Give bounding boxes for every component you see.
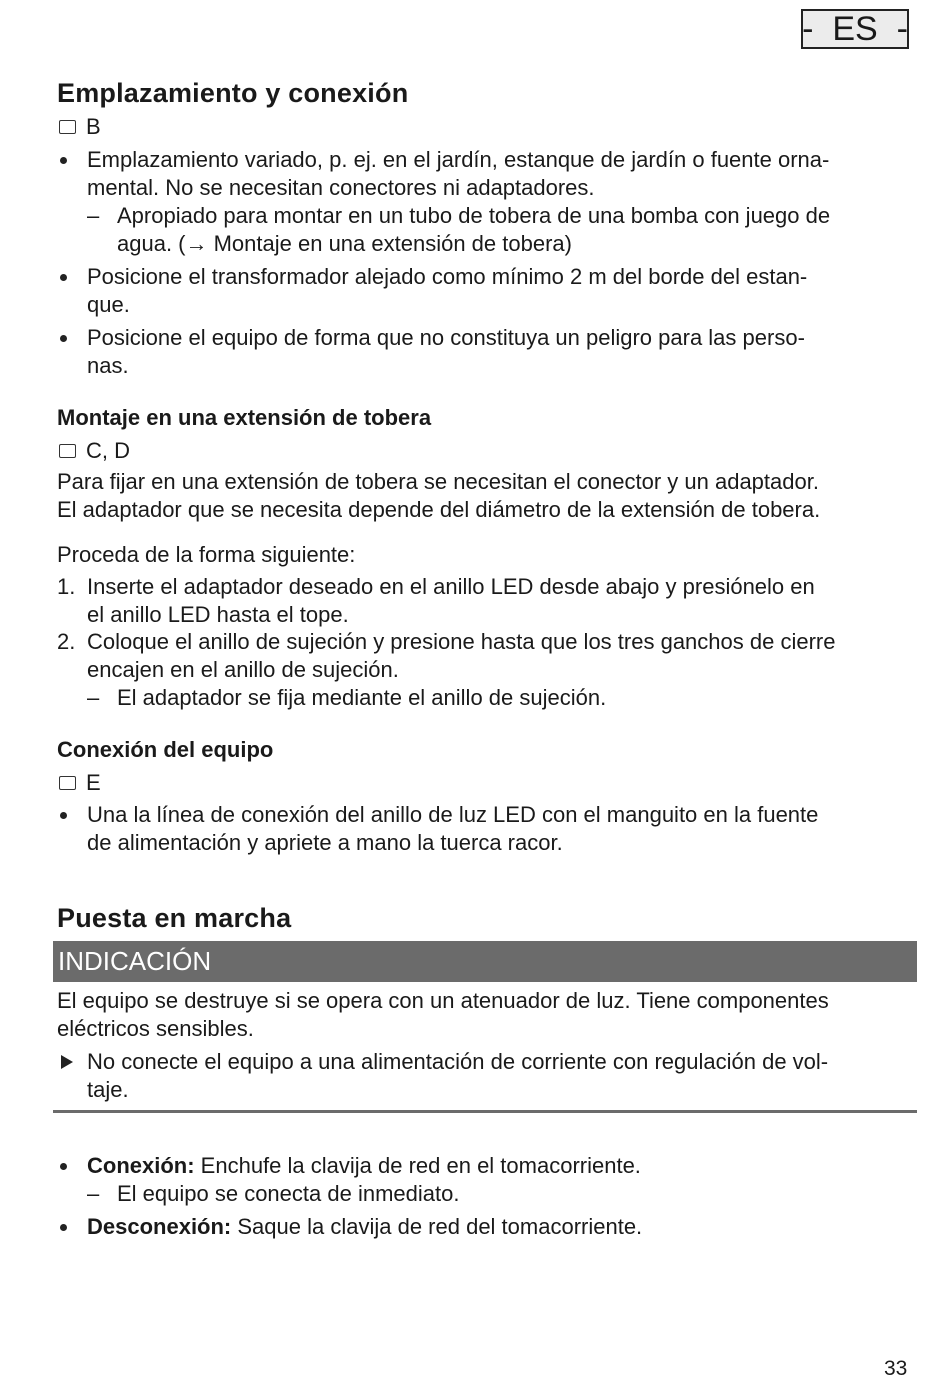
dash-icon: – — [87, 685, 100, 710]
list-item-line: Posicione el equipo de forma que no constituya un peligro para las perso- — [87, 325, 805, 350]
figure-reference-cd — [59, 437, 130, 465]
notice-header: INDICACIÓN — [53, 941, 917, 982]
step-line: el anillo LED hasta el tope. — [87, 602, 349, 627]
list-item-line: nas. — [87, 353, 129, 378]
action-line: taje. — [87, 1077, 129, 1102]
list-item — [57, 801, 917, 857]
notice-divider — [53, 1110, 917, 1113]
list-item-line: mental. No se necesitan conectores ni adaptadores. — [87, 175, 595, 200]
list-item-line: Emplazamiento variado, p. ej. en el jardín, estanque de jardín o fuente orna- — [87, 147, 830, 172]
procedure-intro: Proceda de la forma siguiente: — [57, 542, 356, 567]
bullet-icon — [60, 1224, 67, 1231]
figure-reference-b — [59, 113, 101, 141]
list-item — [57, 324, 917, 380]
figure-reference-e — [59, 769, 101, 797]
numbered-step — [57, 628, 917, 684]
bullet-icon — [60, 1163, 67, 1170]
language-badge — [801, 9, 909, 49]
action-arrow-icon — [61, 1055, 73, 1069]
sub-list-item — [87, 202, 917, 258]
bullet-icon — [60, 335, 67, 342]
sub-list-item — [87, 684, 917, 712]
section-title-setup: Emplazamiento y conexión — [57, 78, 409, 108]
dash-icon: – — [87, 203, 100, 228]
section-title-connection: Conexión del equipo — [57, 737, 274, 762]
sub-item-line: agua. (→ Montaje en una extensión de tobera) — [117, 231, 572, 256]
list-item-line — [87, 1213, 917, 1241]
sub-list-item — [87, 1180, 917, 1208]
figure-icon — [59, 776, 76, 790]
bullet-icon — [60, 157, 67, 164]
paragraph-line: El adaptador que se necesita depende del diámetro de la extensión de tobera. — [57, 497, 821, 522]
section-title-startup: Puesta en marcha — [57, 903, 292, 933]
step-line: Coloque el anillo de sujeción y presione hasta que los tres ganchos de cierre — [87, 629, 836, 654]
figure-ref-label: E — [86, 770, 101, 795]
list-item-line: de alimentación y apriete a mano la tuerca racor. — [87, 830, 563, 855]
list-item-line: que. — [87, 292, 130, 317]
notice-body — [57, 987, 917, 1043]
step-number: 1. — [57, 574, 76, 599]
switch-off-label: Desconexión: — [87, 1214, 232, 1239]
switch-on-label: Conexión: — [87, 1153, 195, 1178]
list-item-line — [87, 1152, 917, 1180]
sub-item-line: Apropiado para montar en un tubo de tobera de una bomba con juego de — [117, 203, 831, 228]
step-number: 2. — [57, 629, 76, 654]
list-item-line: Posicione el transformador alejado como mínimo 2 m del borde del estan- — [87, 264, 808, 289]
dash-icon: – — [87, 1181, 100, 1206]
paragraph — [57, 468, 917, 524]
action-line: No conecte el equipo a una alimentación de corriente con regulación de vol- — [87, 1049, 829, 1074]
language-badge-text: - ES - — [802, 10, 908, 48]
notice-line: El equipo se destruye si se opera con un atenuador de luz. Tiene componentes — [57, 988, 829, 1013]
step-line: Inserte el adaptador deseado en el anillo LED desde abajo y presiónelo en — [87, 574, 815, 599]
figure-icon — [59, 444, 76, 458]
step-line: encajen en el anillo de sujeción. — [87, 657, 399, 682]
figure-icon — [59, 120, 76, 134]
sub-item-line: El adaptador se fija mediante el anillo de sujeción. — [117, 685, 607, 710]
list-item — [57, 1213, 917, 1241]
list-item — [57, 146, 917, 202]
notice-action — [57, 1048, 917, 1104]
list-item — [57, 1152, 917, 1180]
list-item — [57, 263, 917, 319]
page-number: 33 — [884, 1357, 908, 1380]
figure-ref-label: C, D — [86, 438, 130, 463]
sub-item-line: El equipo se conecta de inmediato. — [117, 1181, 460, 1206]
figure-ref-label: B — [86, 114, 101, 139]
switch-off-text: Saque la clavija de red del tomacorriente. — [231, 1214, 643, 1239]
switch-on-text: Enchufe la clavija de red en el tomacorriente. — [194, 1153, 641, 1178]
numbered-step — [57, 573, 917, 629]
list-item-line: Una la línea de conexión del anillo de luz LED con el manguito en la fuente — [87, 802, 819, 827]
section-title-nozzle: Montaje en una extensión de tobera — [57, 405, 432, 430]
notice-line: eléctricos sensibles. — [57, 1016, 254, 1041]
paragraph-line: Para fijar en una extensión de tobera se necesitan el conector y un adaptador. — [57, 469, 819, 494]
bullet-icon — [60, 274, 67, 281]
bullet-icon — [60, 812, 67, 819]
